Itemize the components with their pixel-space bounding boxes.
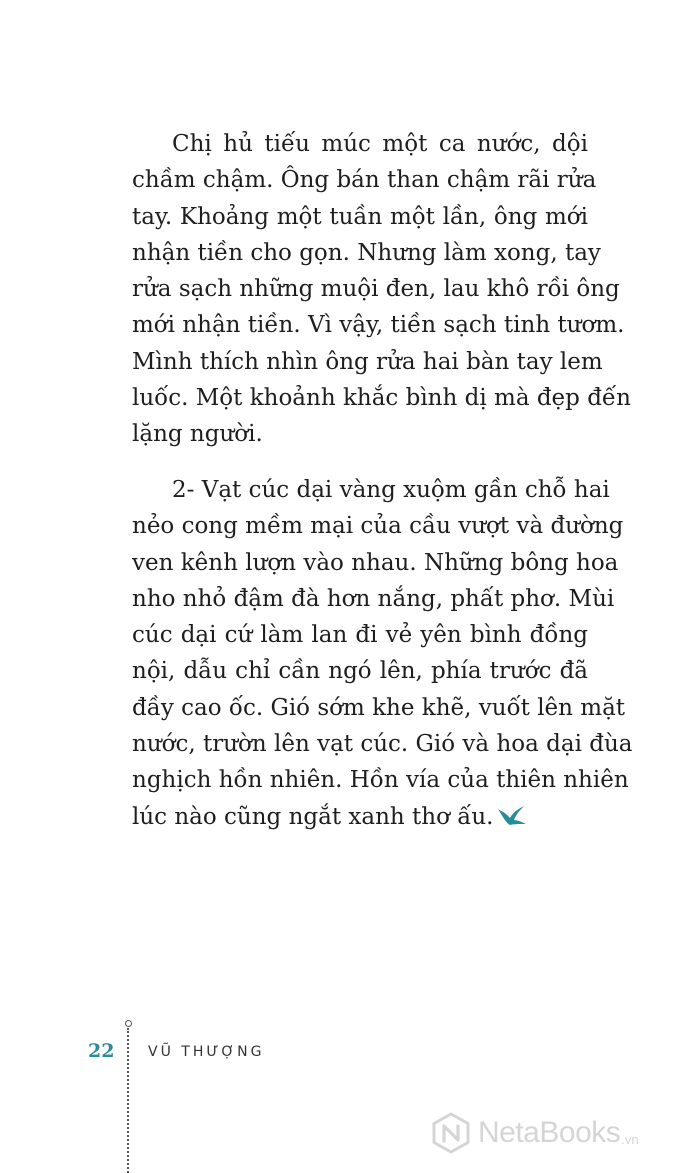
watermark-brand: NetaBooks bbox=[478, 1116, 621, 1149]
page-number: 22 bbox=[88, 1040, 115, 1062]
text-line: cúc dại cứ làm lan đi vẻ yên bình đồng bbox=[132, 622, 588, 649]
text-line: Mình thích nhìn ông rửa hai bàn tay lem bbox=[132, 348, 603, 375]
text-line: nhận tiền cho gọn. Nhưng làm xong, tay bbox=[132, 239, 601, 266]
text-line: chầm chậm. Ông bán than chậm rãi rửa bbox=[132, 167, 597, 194]
text-line: rửa sạch những muội đen, lau khô rồi ông bbox=[132, 276, 620, 303]
text-line: Chị hủ tiếu múc một ca nước, dội bbox=[172, 131, 588, 157]
text-line: lúc nào cũng ngắt xanh thơ ấu. bbox=[132, 803, 494, 830]
bird-icon bbox=[497, 805, 527, 827]
watermark-suffix: .vn bbox=[621, 1131, 639, 1147]
dotted-divider bbox=[127, 1028, 129, 1173]
text-line: 2- Vạt cúc dại vàng xuộm gần chỗ hai bbox=[172, 477, 610, 503]
paragraph-1 bbox=[132, 126, 631, 453]
text-line: nước, trườn lên vạt cúc. Gió và hoa dại đùa bbox=[132, 731, 633, 758]
text-line: nẻo cong mềm mại của cầu vượt và đường bbox=[132, 513, 624, 540]
text-line: nghịch hồn nhiên. Hồn vía của thiên nhiên bbox=[132, 767, 629, 794]
text-line: mới nhận tiền. Vì vậy, tiền sạch tinh tươm. bbox=[132, 312, 625, 339]
text-line: đầy cao ốc. Gió sớm khe khẽ, vuốt lên mặt bbox=[132, 694, 626, 721]
text-line: lặng người. bbox=[132, 421, 263, 448]
netabooks-logo-icon bbox=[430, 1112, 472, 1154]
text-line: ven kênh lượn vào nhau. Những bông hoa bbox=[132, 549, 619, 576]
text-line: luốc. Một khoảnh khắc bình dị mà đẹp đến bbox=[132, 385, 631, 412]
author-name: VŨ THƯỢNG bbox=[148, 1044, 265, 1060]
rule-cap bbox=[125, 1020, 132, 1027]
text-line: tay. Khoảng một tuần một lần, ông mới bbox=[132, 203, 588, 230]
watermark bbox=[430, 1112, 639, 1154]
paragraph-2 bbox=[132, 472, 633, 835]
text-line: nho nhỏ đậm đà hơn nắng, phất phơ. Mùi bbox=[132, 585, 615, 612]
text-line: nội, dẫu chỉ cần ngó lên, phía trước đã bbox=[132, 658, 588, 685]
text-line-last bbox=[132, 799, 588, 835]
